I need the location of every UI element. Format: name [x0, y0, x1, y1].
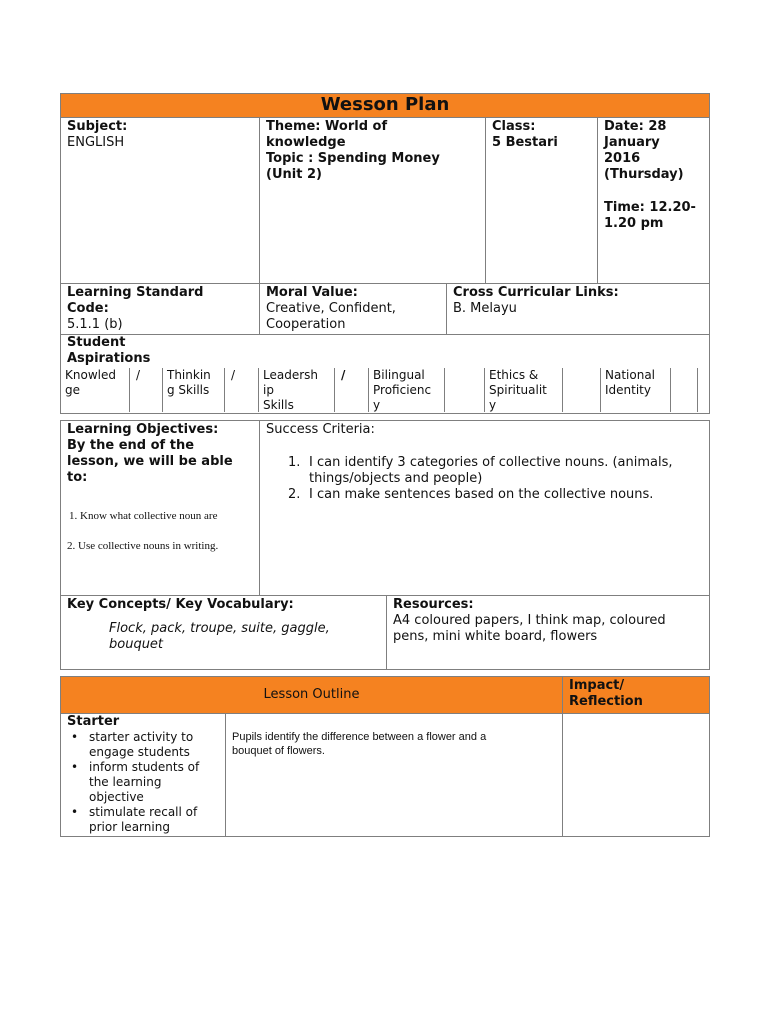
aspiration-bilingual-mark — [445, 368, 485, 412]
aspiration-thinking: Thinkin g Skills — [163, 368, 225, 412]
date-line3: 2016 — [604, 151, 641, 166]
lesson-outline-title: Lesson Outline — [263, 687, 360, 702]
aspiration-knowledge-mark: / — [130, 368, 163, 412]
objective-1: 1. Know what collective noun are — [69, 510, 218, 522]
starter-bullet-3: • stimulate recall of prior learning — [71, 805, 198, 834]
time-line1: Time: 12.20- — [604, 200, 696, 215]
moral-value-cell — [259, 283, 447, 335]
topic-line1: Topic : Spending Money — [266, 151, 440, 166]
time-line2: 1.20 pm — [604, 216, 664, 231]
success-criterion-1: 1. I can identify 3 categories of collective nouns. (animals, things/objects and people) — [288, 455, 673, 486]
starter-activity-line2: bouquet of flowers. — [232, 745, 325, 757]
subject-value: ENGLISH — [67, 135, 125, 150]
class-label: Class: — [492, 119, 536, 134]
starter-label: Starter — [67, 714, 120, 729]
impact-reflection-header — [562, 676, 710, 714]
resources-label: Resources: — [393, 597, 474, 612]
cross-curricular-value: B. Melayu — [453, 301, 517, 316]
success-criteria-list — [266, 455, 703, 503]
aspiration-leadership-mark: / — [335, 368, 369, 412]
date-line2: January — [604, 135, 660, 150]
resources-cell — [386, 595, 710, 670]
impact-label: Impact/ — [569, 678, 625, 693]
objective-2: 2. Use collective nouns in writing. — [67, 540, 219, 552]
date-line1: Date: 28 — [604, 119, 667, 134]
lesson-outline-header — [60, 676, 563, 714]
aspiration-knowledge: Knowled ge — [61, 368, 130, 412]
moral-value-label: Moral Value: — [266, 285, 358, 300]
starter-bullet-2: • inform students of the learning objective — [71, 760, 200, 804]
subject-label: Subject: — [67, 119, 128, 134]
resources-line1: A4 coloured papers, I think map, coloured — [393, 613, 666, 628]
plan-title-text: Wesson Plan — [320, 94, 450, 115]
success-criteria-cell — [259, 420, 710, 596]
objectives-cell — [60, 420, 260, 596]
aspiration-leadership: Leadersh ip Skills — [259, 368, 335, 412]
cross-curricular-cell — [446, 283, 710, 335]
starter-bullet-1: • starter activity to engage students — [71, 730, 194, 759]
class-value: 5 Bestari — [492, 135, 558, 150]
aspiration-thinking-mark: / — [225, 368, 259, 412]
date-cell — [597, 117, 710, 284]
moral-value-line2: Cooperation — [266, 317, 346, 332]
objectives-line3: lesson, we will be able — [67, 454, 233, 469]
success-criterion-2: 2. I can make sentences based on the collective nouns. — [288, 487, 654, 502]
moral-value-line1: Creative, Confident, — [266, 301, 396, 316]
aspiration-bilingual: Bilingual Proficienc y — [369, 368, 445, 412]
aspiration-ethics-mark — [563, 368, 601, 412]
cross-curricular-label: Cross Curricular Links: — [453, 285, 619, 300]
plan-title — [60, 93, 710, 118]
key-concepts-cell — [60, 595, 387, 670]
date-line4: (Thursday) — [604, 167, 684, 182]
objectives-line1: Learning Objectives: — [67, 422, 219, 437]
starter-activity-line1: Pupils identify the difference between a flower and a — [232, 731, 487, 743]
aspiration-ethics: Ethics & Spiritualit y — [485, 368, 563, 412]
key-concepts-line1: Flock, pack, troupe, suite, gaggle, — [109, 621, 330, 636]
objectives-line4: to: — [67, 470, 88, 485]
objectives-line2: By the end of the — [67, 438, 195, 453]
theme-cell — [259, 117, 486, 284]
reflection-label: Reflection — [569, 694, 643, 709]
success-criteria-label: Success Criteria: — [266, 422, 375, 437]
subject-cell — [60, 117, 260, 284]
topic-line2: (Unit 2) — [266, 167, 322, 182]
key-concepts-label: Key Concepts/ Key Vocabulary: — [67, 597, 294, 612]
starter-cell — [60, 713, 226, 837]
learning-standard-value: 5.1.1 (b) — [67, 317, 123, 332]
theme-line1: Theme: World of — [266, 119, 388, 134]
starter-bullets — [67, 730, 219, 835]
aspiration-national: National Identity — [601, 368, 671, 412]
learning-standard-label2: Code: — [67, 301, 109, 316]
learning-standard-label1: Learning Standard — [67, 285, 204, 300]
aspirations-label2: Aspirations — [67, 351, 151, 366]
class-cell — [485, 117, 598, 284]
aspiration-national-mark — [671, 368, 698, 412]
theme-line2: knowledge — [266, 135, 346, 150]
starter-activity-cell — [225, 713, 563, 837]
resources-line2: pens, mini white board, flowers — [393, 629, 598, 644]
starter-reflection-cell — [562, 713, 710, 837]
key-concepts-line2: bouquet — [109, 637, 164, 652]
aspirations-label1: Student — [67, 335, 126, 350]
learning-standard-cell — [60, 283, 260, 335]
